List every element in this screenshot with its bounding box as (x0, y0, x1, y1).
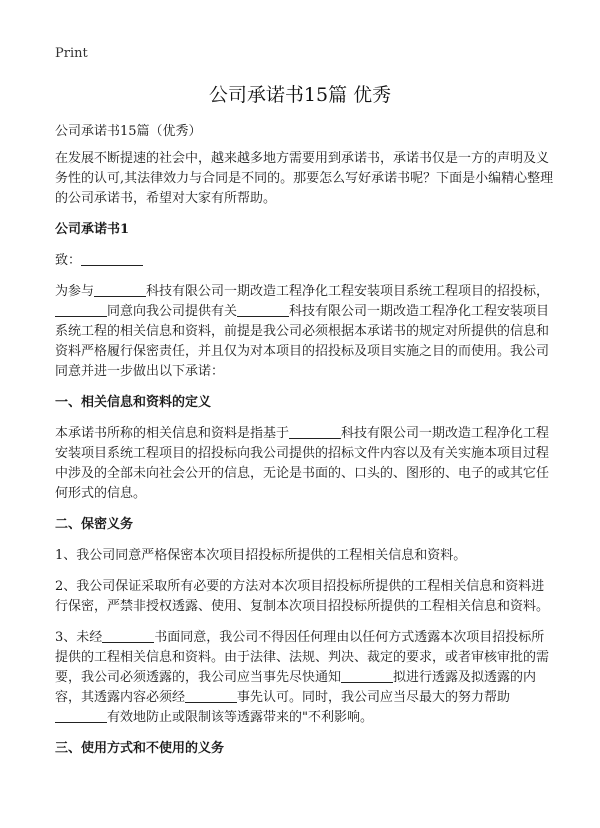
subsection-heading-3: 三、使用方式和不使用的义务 (55, 741, 225, 756)
text-segment: 拟进行透露及拟透露的内容，其透露内容必须经 (55, 670, 537, 705)
text-segment: 有效地防止或限制该等透露带来的"不利影响。 (107, 710, 373, 725)
list-item-1: 1、我公司同意严格保密本次项目招投标所提供的工程相关信息和资料。 (55, 548, 467, 563)
intro-paragraph: 在发展不断提速的社会中，越来越多地方需要用到承诺书，承诺书仅是一方的声明及义务性的认可,其法律效力与合同是不同的。那要怎么写好承诺书呢？下面是小编精心整理的公司承诺书，希望对大家有所帮助。 (55, 151, 554, 206)
blank-line (341, 668, 393, 683)
document-subtitle: 公司承诺书15篇（优秀） (55, 124, 202, 139)
addressee-label: 致： (55, 253, 82, 268)
blank-line (94, 282, 146, 297)
text-segment: 事先认可。同时，我公司应当尽最大的努力帮助 (237, 690, 511, 705)
text-segment: 为参与 (55, 284, 95, 299)
text-segment: 3、未经 (55, 630, 103, 645)
blank-line (185, 688, 237, 703)
section-heading: 公司承诺书1 (55, 222, 130, 237)
text-segment: 科技有限公司一期改造工程净化工程安装项目系统工程项目的招投标向我公司提供的招标文件内容以及有关实施本项目过程中涉及的全部未向社会公开的信息，无论是书面的、口头的、图形的、电子的或其它任何形式的信息。 (55, 426, 550, 501)
blank-line (289, 424, 341, 439)
paragraph-2 (55, 424, 555, 504)
list-item-3 (55, 628, 555, 728)
blank-line (102, 628, 154, 643)
document-title: 公司承诺书15篇 优秀 (208, 84, 392, 106)
text-segment: 本承诺书所称的相关信息和资料是指基于 (55, 426, 290, 441)
subsection-heading-2: 二、保密义务 (55, 517, 134, 532)
addressee-line (55, 251, 555, 271)
blank-line (81, 251, 143, 266)
list-item-2: 2、我公司保证采取所有必要的方法对本次项目招投标所提供的工程相关信息和资料进行保密，严禁非授权透露、使用、复制本次项目招投标所提供的工程相关信息和资料。 (55, 579, 550, 614)
text-segment: 科技有限公司一期改造工程净化工程安装项目系统工程项目的招投标， (146, 284, 550, 299)
text-segment: 书面同意，我公司不得因任何理由以任何方式透露本次项目招投标所提供的工程相关信息和资料。由于法律、法规、判决、裁定的要求，或者审核审批的需要，我公司必须透露的，我公司应当事先尽快通知 (55, 630, 550, 685)
blank-line (55, 708, 107, 723)
blank-line (237, 302, 289, 317)
text-segment: 科技有限公司一期改造工程净化工程安装项目系统工程的相关信息和资料，前提是我公司必须根据本承诺书的规定对所提供的信息和资料严格履行保密责任，并且仅为对本项目的招投标及项目实施之目的而使用。我公司同意并进一步做出以下承诺： (55, 304, 550, 379)
paragraph-1 (55, 282, 555, 382)
text-segment: 同意向我公司提供有关 (107, 304, 238, 319)
subsection-heading-1: 一、相关信息和资料的定义 (55, 395, 212, 410)
blank-line (55, 302, 107, 317)
document-body (55, 149, 555, 770)
print-link[interactable]: Print (55, 46, 88, 61)
